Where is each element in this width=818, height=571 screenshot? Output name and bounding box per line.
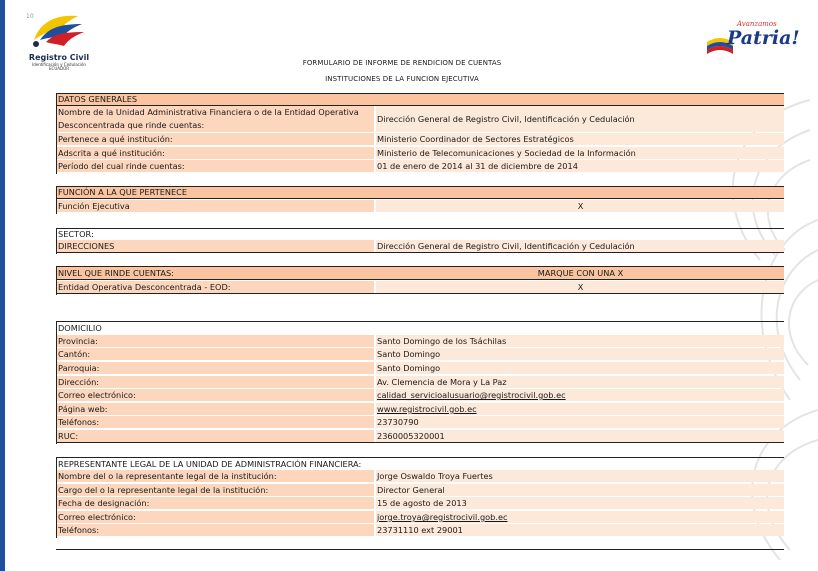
patria-logo bbox=[703, 18, 800, 68]
datos-label: Adscrita a qué institución: bbox=[56, 147, 374, 159]
domicilio-row bbox=[56, 403, 784, 415]
funcion-border bbox=[56, 186, 57, 214]
domicilio-label: Cantón: bbox=[56, 348, 374, 360]
representante-label: Cargo del o la representante legal de la institución: bbox=[56, 484, 374, 496]
domicilio-website-link[interactable]: www.registrocivil.gob.ec bbox=[377, 404, 477, 414]
domicilio-value: Santo Domingo bbox=[376, 362, 784, 374]
domicilio-value: 2360005320001 bbox=[376, 430, 784, 442]
sector-heading: SECTOR: bbox=[58, 229, 94, 239]
datos-value: Dirección General de Registro Civil, Identificación y Cedulación bbox=[376, 106, 784, 132]
sector-label: DIRECCIONES bbox=[56, 240, 374, 252]
condor-emblem-icon bbox=[26, 10, 92, 54]
representante-row bbox=[56, 470, 784, 482]
domicilio-row bbox=[56, 376, 784, 388]
nivel-heading: NIVEL QUE RINDE CUENTAS: bbox=[58, 268, 174, 278]
funcion-heading: FUNCIÓN A LA QUE PERTENECE bbox=[58, 187, 188, 197]
representante-value: Director General bbox=[376, 484, 784, 496]
datos-row bbox=[56, 133, 784, 145]
funcion-label: Función Ejecutiva bbox=[56, 200, 374, 212]
datos-generales-header bbox=[56, 93, 784, 106]
datos-value: Ministerio Coordinador de Sectores Estratégicos bbox=[376, 133, 784, 145]
representante-label: Fecha de designación: bbox=[56, 497, 374, 509]
corner-number: 10 bbox=[26, 13, 34, 20]
funcion-header bbox=[56, 186, 784, 199]
domicilio-label: Teléfonos: bbox=[56, 416, 374, 428]
datos-value: Ministerio de Telecomunicaciones y Sociedad de la Información bbox=[376, 147, 784, 159]
datos-label: Período del cual rinde cuentas: bbox=[56, 160, 374, 172]
nivel-border bbox=[56, 266, 57, 295]
representante-label: Teléfonos: bbox=[56, 524, 374, 536]
datos-row bbox=[56, 160, 784, 172]
representante-value: Jorge Oswaldo Troya Fuertes bbox=[376, 470, 784, 482]
nivel-mark: X bbox=[376, 281, 784, 293]
domicilio-label: Parroquia: bbox=[56, 362, 374, 374]
domicilio-border bbox=[56, 321, 57, 444]
domicilio-value: 23730790 bbox=[376, 416, 784, 428]
sector-border bbox=[56, 228, 57, 254]
representante-value: 23731110 ext 29001 bbox=[376, 524, 784, 536]
patria-big-text: Patria! bbox=[727, 27, 800, 49]
domicilio-email-link[interactable]: calidad_servicioalusuario@registrocivil.gob.ec bbox=[377, 390, 566, 400]
domicilio-row bbox=[56, 348, 784, 360]
domicilio-label: Correo electrónico: bbox=[56, 389, 374, 401]
nivel-row bbox=[56, 281, 784, 294]
form-title: FORMULARIO DE INFORME DE RENDICION DE CUENTAS bbox=[302, 59, 502, 67]
domicilio-row bbox=[56, 335, 784, 347]
patria-small-text: Avanzamos bbox=[737, 20, 777, 28]
datos-row bbox=[56, 106, 784, 132]
domicilio-row bbox=[56, 389, 784, 401]
sector-row bbox=[56, 240, 784, 253]
representante-row bbox=[56, 497, 784, 509]
domicilio-label: Provincia: bbox=[56, 335, 374, 347]
datos-label: Nombre de la Unidad Administrativa Financiera o de la Entidad Operativa Desconcentrada que rinde cuentas: bbox=[56, 106, 374, 132]
datos-border bbox=[56, 93, 57, 174]
domicilio-heading: DOMICILIO bbox=[58, 323, 102, 333]
domicilio-value: Av. Clemencia de Mora y La Paz bbox=[376, 376, 784, 388]
domicilio-value: Santo Domingo de los Tsáchilas bbox=[376, 335, 784, 347]
domicilio-label: RUC: bbox=[56, 430, 374, 442]
representante-label: Nombre del o la representante legal de la institución: bbox=[56, 470, 374, 482]
datos-label: Pertenece a qué institución: bbox=[56, 133, 374, 145]
representante-row bbox=[56, 524, 784, 536]
domicilio-header bbox=[56, 321, 784, 334]
sector-header bbox=[56, 228, 784, 240]
representante-row bbox=[56, 511, 784, 523]
registro-civil-subtitle: Identificación y Cedulación ECUADOR bbox=[32, 62, 86, 71]
representante-email-link[interactable]: jorge.troya@registrocivil.gob.ec bbox=[377, 512, 508, 522]
domicilio-label: Página web: bbox=[56, 403, 374, 415]
nivel-header bbox=[56, 266, 784, 280]
domicilio-row bbox=[56, 430, 784, 443]
datos-row bbox=[56, 147, 784, 159]
datos-generales-heading: DATOS GENERALES bbox=[58, 94, 138, 104]
registro-civil-logo bbox=[26, 10, 92, 72]
datos-value: 01 de enero de 2014 al 31 de diciembre de 2014 bbox=[376, 160, 784, 172]
funcion-row bbox=[56, 200, 784, 212]
form-subtitle: INSTITUCIONES DE LA FUNCION EJECUTIVA bbox=[325, 75, 479, 83]
left-accent-bar bbox=[0, 0, 5, 571]
sector-value: Dirección General de Registro Civil, Identificación y Cedulación bbox=[376, 240, 784, 252]
representante-label: Correo electrónico: bbox=[56, 511, 374, 523]
representante-heading: REPRESENTANTE LEGAL DE LA UNIDAD DE ADMINISTRACIÓN FINANCIERA: bbox=[58, 459, 362, 469]
registro-civil-name: Registro Civil bbox=[28, 53, 90, 62]
representante-value: 15 de agosto de 2013 bbox=[376, 497, 784, 509]
representante-border bbox=[56, 457, 57, 538]
bottom-divider bbox=[56, 549, 784, 550]
nivel-label: Entidad Operativa Desconcentrada - EOD: bbox=[56, 281, 374, 293]
domicilio-row bbox=[56, 362, 784, 374]
funcion-mark: X bbox=[376, 200, 784, 212]
domicilio-label: Dirección: bbox=[56, 376, 374, 388]
nivel-heading-right: MARQUE CON UNA X bbox=[537, 268, 624, 278]
representante-header bbox=[56, 457, 784, 470]
domicilio-value: Santo Domingo bbox=[376, 348, 784, 360]
representante-row bbox=[56, 484, 784, 496]
domicilio-row bbox=[56, 416, 784, 428]
